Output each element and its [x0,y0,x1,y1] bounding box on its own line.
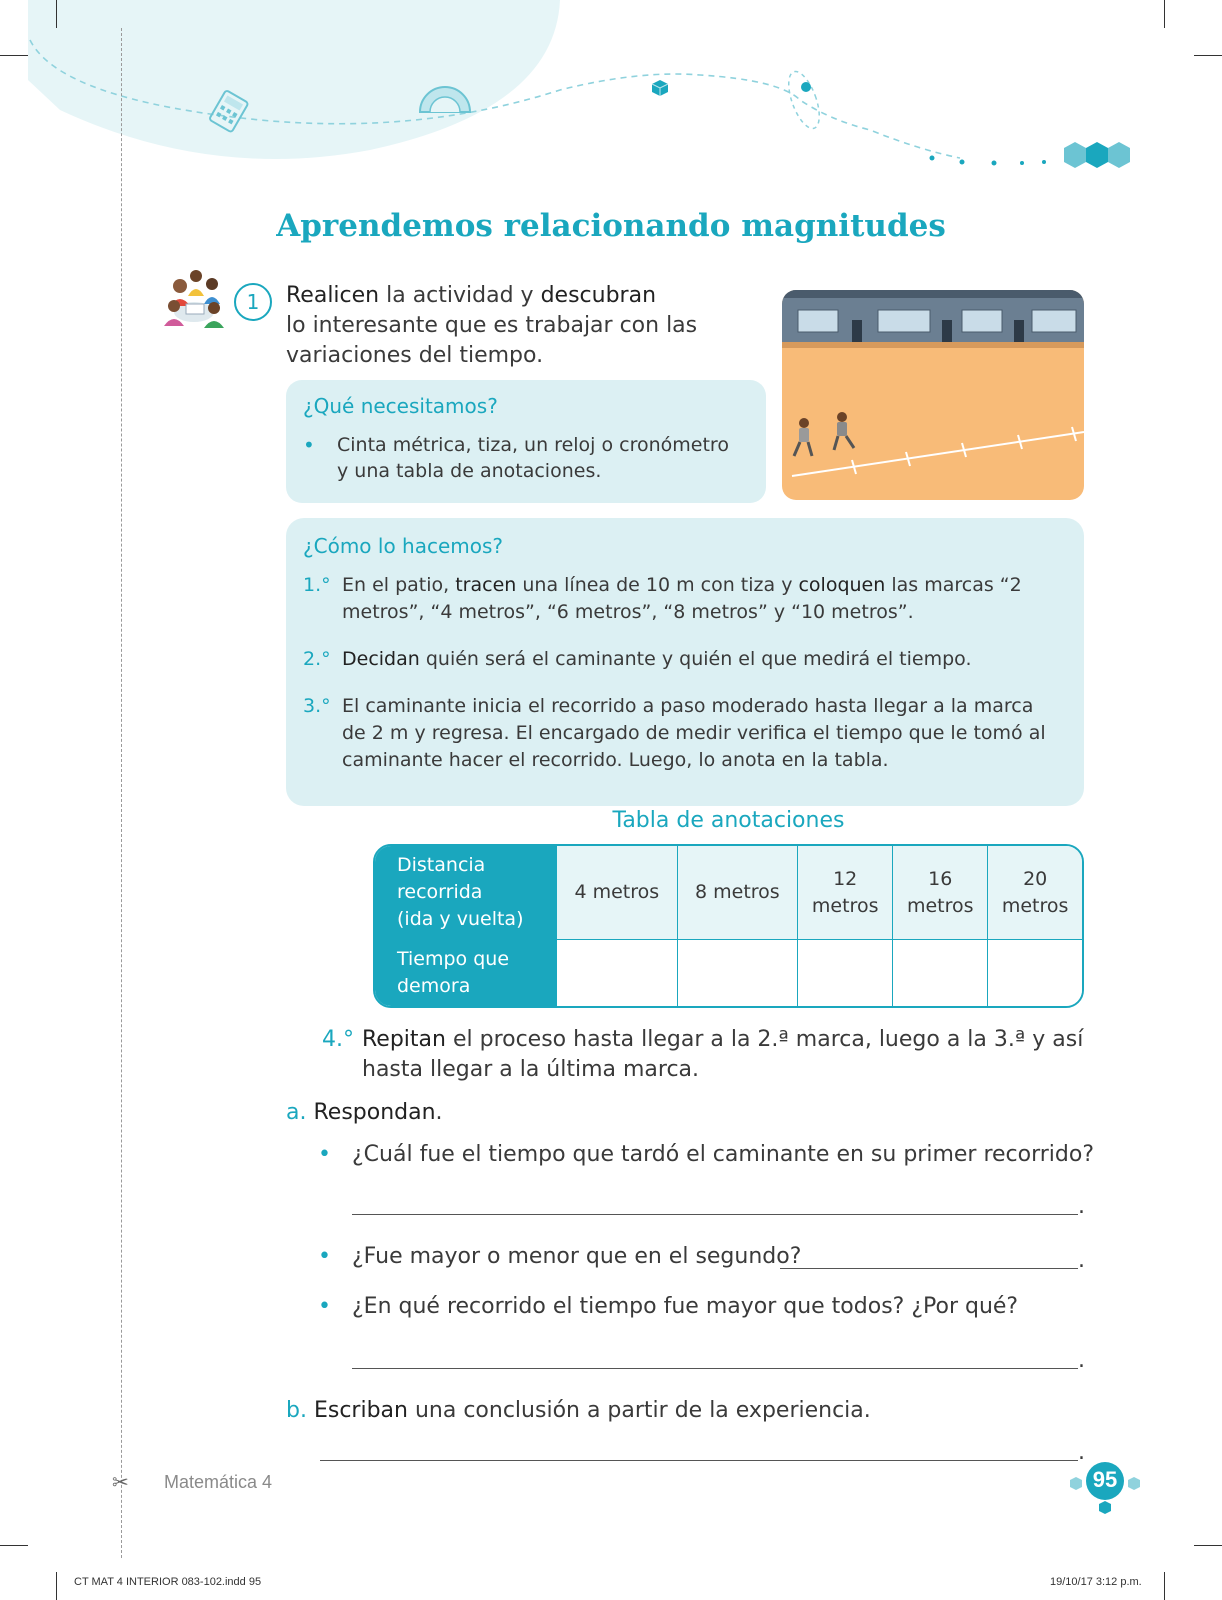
time-cell[interactable] [557,940,678,1006]
distance-cell: 8 metros [678,846,799,940]
line-end-period: . [1078,1194,1085,1219]
notes-table [373,844,1084,1008]
cut-line [121,28,122,1558]
step-1: 1.° En el patio, tracen una línea de 10 m con tiza y coloquen las marcas “2 metros”, “4 metros”, “6 metros”, “8 metros” y “10 metros”. [303,574,1022,623]
book-name: Matemática 4 [164,1472,273,1492]
distance-cell: 4 metros [557,846,678,940]
table-caption: Tabla de anotaciones [612,808,845,833]
time-header: Tiempo que demora [375,940,557,1006]
answer-line[interactable] [780,1268,1078,1269]
time-cell[interactable] [893,940,988,1006]
students-group-icon [160,266,228,330]
print-slug-left: CT MAT 4 INTERIOR 083-102.indd 95 [74,1576,262,1588]
distance-header: Distancia recorrida (ida y vuelta) [375,846,557,940]
answer-line[interactable] [320,1460,1078,1461]
scissors-icon: ✂ [112,1470,129,1494]
page-number: 95 [1092,1467,1118,1492]
step-2: 2.° Decidan quién será el caminante y quién el que medirá el tiempo. [303,648,972,670]
how-heading: ¿Cómo lo hacemos? [303,534,504,558]
activity-intro: Realicen la actividad y descubran lo interesante que es trabajar con las variaciones del tiempo. [286,283,698,368]
answer-line[interactable] [352,1214,1078,1215]
line-end-period: . [1078,1440,1085,1465]
table-row-time [375,940,1082,1006]
answer-line[interactable] [352,1368,1078,1369]
time-cell[interactable] [798,940,893,1006]
question-2: • ¿Fue mayor o menor que en el segundo? [318,1244,802,1269]
how-box [286,518,1084,806]
needs-box [286,380,766,503]
needs-item: • Cinta métrica, tiza, un reloj o cronómetro y una tabla de anotaciones. [303,433,729,482]
part-a-heading: a. Respondan. [286,1100,443,1125]
distance-cell: 16 metros [893,846,988,940]
patio-illustration [782,290,1084,500]
part-b-heading: b. Escriban una conclusión a partir de la experiencia. [286,1398,871,1423]
page-title: Aprendemos relacionando magnitudes [276,208,946,244]
time-cell[interactable] [678,940,799,1006]
needs-heading: ¿Qué necesitamos? [303,394,498,418]
cubes-row-icon [1064,142,1130,168]
question-1: • ¿Cuál fue el tiempo que tardó el caminante en su primer recorrido? [318,1142,1095,1167]
step-4: 4.° Repitan el proceso hasta llegar a la 2.ª marca, luego a la 3.ª y así hasta llegar a la última marca. [322,1027,1084,1082]
print-slug-right: 19/10/17 3:12 p.m. [1050,1576,1142,1588]
activity-number: 1 [234,283,272,321]
cube-icon [652,80,668,96]
header-decoration [0,0,1222,200]
time-cell[interactable] [988,940,1082,1006]
table-row-distance [375,846,1082,940]
distance-cell: 20 metros [988,846,1082,940]
question-3: • ¿En qué recorrido el tiempo fue mayor que todos? ¿Por qué? [318,1294,1019,1319]
line-end-period: . [1078,1348,1085,1373]
step-3: 3.° El caminante inicia el recorrido a paso moderado hasta llegar a la marca de 2 m y regresa. El encargado de medir verifica el tiempo que le tomó al caminante hacer el recorrido. Luego, lo anota en la tabla. [303,695,1046,771]
distance-cell: 12 metros [798,846,893,940]
line-end-period: . [1078,1248,1085,1273]
